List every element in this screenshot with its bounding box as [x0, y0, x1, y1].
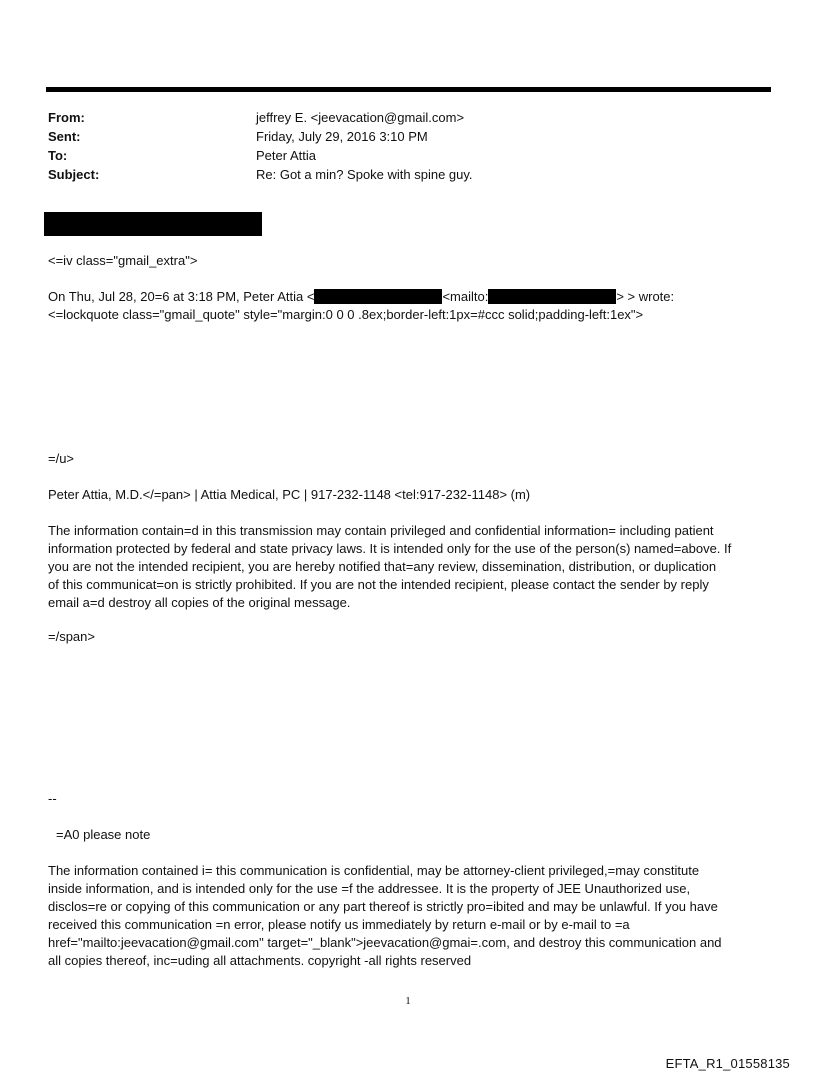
confidentiality-line: information protected by federal and state privacy laws. It is intended only for the use of the person(s) named=above. If: [48, 541, 732, 556]
from-row: [48, 108, 768, 127]
div-tag-line: <=iv class="gmail_extra">: [48, 253, 198, 268]
from-value: jeffrey E. <jeevacation@gmail.com>: [256, 110, 465, 125]
to-label: To:: [48, 148, 68, 163]
confidentiality-line: The information contain=d in this transmission may contain privileged and confidential information= including patient: [48, 523, 714, 538]
subject-label: Subject:: [48, 167, 100, 182]
footer-line: all copies thereof, inc=uding all attachments. copyright -all rights reserved: [48, 953, 472, 968]
wrote-suffix: > > wrote:: [616, 289, 675, 304]
sent-value: Friday, July 29, 2016 3:10 PM: [256, 129, 428, 144]
subject-row: [48, 165, 768, 184]
confidentiality-notice: [48, 522, 768, 612]
u-tag-line: =/u>: [48, 451, 75, 466]
span-tag-line: =/span>: [48, 629, 95, 644]
redacted-email-1: [314, 289, 442, 304]
redaction-block: [44, 212, 262, 236]
footer-line: received this communication =n error, please notify us immediately by return e-mail or by e-mail to =a: [48, 917, 630, 932]
footer-line: The information contained i= this communication is confidential, may be attorney-client privileged,=may constitute: [48, 863, 700, 878]
signature-line: Peter Attia, M.D.</=pan> | Attia Medical, PC | 917-232-1148 <tel:917-232-1148> (m): [48, 487, 531, 502]
footer-line: disclos=re or copying of this communication or any part thereof is strictly pro=ibited and may be unlawful. If you have: [48, 899, 718, 914]
header-rule: [46, 87, 771, 92]
redacted-email-2: [488, 289, 616, 304]
mailto-prefix: <mailto:: [442, 289, 489, 304]
footer-disclaimer: [48, 862, 768, 970]
document-id: EFTA_R1_01558135: [665, 1056, 790, 1071]
to-value: Peter Attia: [256, 148, 316, 163]
from-label: From:: [48, 110, 85, 125]
blockquote-tag-line: <=lockquote class="gmail_quote" style="margin:0 0 0 .8ex;border-left:1px=#ccc solid;padding-left:1ex">: [48, 307, 644, 322]
confidentiality-line: you are not the intended recipient, you are hereby notified that=any review, dissemination, distribution, or duplication: [48, 559, 717, 574]
signature-dashes: --: [48, 791, 57, 806]
footer-line: href="mailto:jeevacation@gmail.com" target="_blank">jeevacation@gmai=.com, and destroy this communication and: [48, 935, 722, 950]
email-header: [48, 108, 768, 184]
sent-label: Sent:: [48, 129, 81, 144]
confidentiality-line: of this communicat=on is strictly prohibited. If you are not the intended recipient, please contact the sender by reply: [48, 577, 709, 592]
quoted-intro-line: [48, 288, 674, 306]
footer-line: inside information, and is intended only for the use =f the addressee. It is the property of JEE Unauthorized use,: [48, 881, 691, 896]
page-number: 1: [405, 995, 411, 1007]
to-row: [48, 146, 768, 165]
subject-value: Re: Got a min? Spoke with spine guy.: [256, 167, 473, 182]
confidentiality-line: email a=d destroy all copies of the original message.: [48, 595, 351, 610]
please-note-line: =A0 please note: [56, 827, 151, 842]
sent-row: [48, 127, 768, 146]
on-date-prefix: On Thu, Jul 28, 20=6 at 3:18 PM, Peter Attia <: [48, 289, 315, 304]
